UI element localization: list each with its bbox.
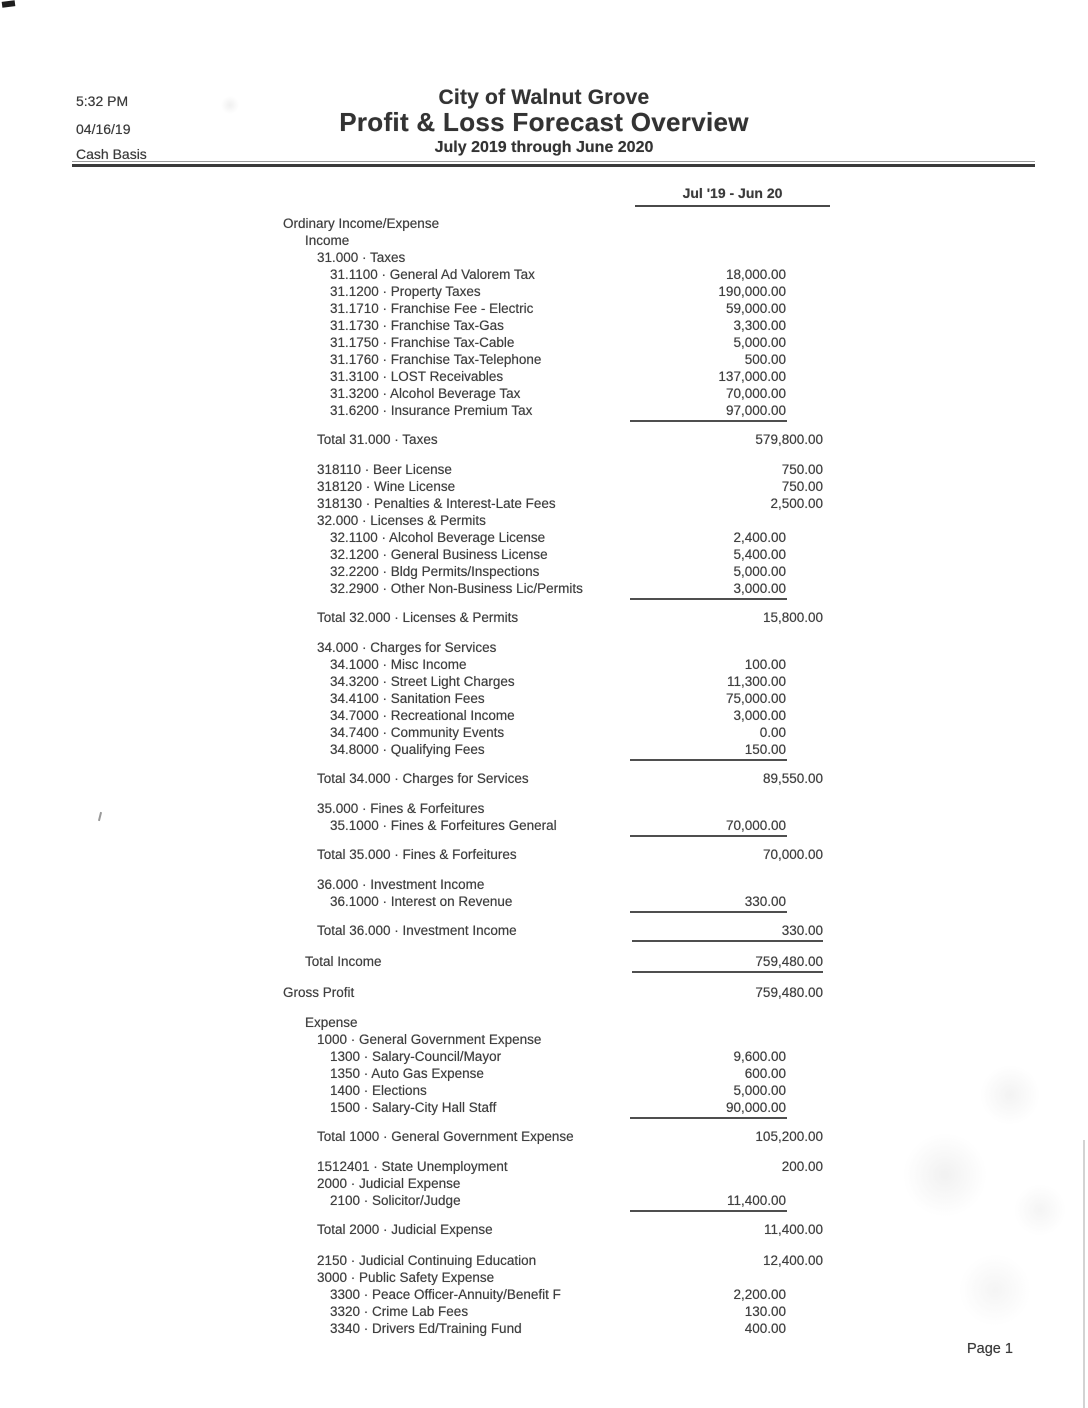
- account-item-row: [0, 402, 1088, 419]
- account-total-row: [0, 478, 1088, 495]
- amount-value: 9,600.00: [733, 1049, 786, 1064]
- header-divider-rule: [72, 161, 1035, 162]
- account-label: 31.6200 · Insurance Premium Tax: [330, 403, 533, 418]
- amount-value: 400.00: [744, 1321, 786, 1336]
- column-underline-rule: [632, 971, 823, 973]
- amount-value: 90,000.00: [725, 1100, 786, 1115]
- account-label: 1350 · Auto Gas Expense: [330, 1066, 484, 1081]
- account-label: 31.000 · Taxes: [317, 250, 406, 265]
- amount-value: 750.00: [781, 462, 823, 477]
- account-item-row: [0, 529, 1088, 546]
- amount-value: 100.00: [744, 657, 786, 672]
- account-total-row: [0, 1128, 1088, 1145]
- account-total-row: [0, 609, 1088, 626]
- amount-value: 70,000.00: [725, 386, 786, 401]
- account-group-row: [0, 1031, 1088, 1048]
- account-label: Ordinary Income/Expense: [283, 216, 440, 231]
- account-label: 318120 · Wine License: [317, 479, 456, 494]
- account-label: 34.3200 · Street Light Charges: [330, 674, 515, 689]
- account-item-row: [0, 580, 1088, 597]
- account-label: 34.7000 · Recreational Income: [330, 708, 515, 723]
- account-item-row: [0, 1082, 1088, 1099]
- account-label: 32.000 · Licenses & Permits: [317, 513, 486, 528]
- scan-corner-artifact: [2, 0, 16, 8]
- account-total-row: [0, 1221, 1088, 1238]
- report-title: Profit & Loss Forecast Overview: [339, 107, 749, 137]
- account-label: Total 2000 · Judicial Expense: [317, 1222, 493, 1237]
- account-item-row: [0, 707, 1088, 724]
- amount-value: 18,000.00: [725, 267, 786, 282]
- account-label: 36.000 · Investment Income: [317, 877, 485, 892]
- account-item-row: [0, 1286, 1088, 1303]
- account-group-row: [0, 249, 1088, 266]
- account-label: 31.1760 · Franchise Tax-Telephone: [330, 352, 542, 367]
- account-label: 2000 · Judicial Expense: [317, 1176, 461, 1191]
- amount-value: 5,000.00: [733, 564, 786, 579]
- amount-value: 137,000.00: [718, 369, 786, 384]
- account-item-row: [0, 1303, 1088, 1320]
- account-label: 31.1710 · Franchise Fee - Electric: [330, 301, 534, 316]
- amount-value: 600.00: [744, 1066, 786, 1081]
- amount-value: 12,400.00: [762, 1253, 823, 1268]
- amount-value: 500.00: [744, 352, 786, 367]
- amount-value: 3,000.00: [733, 708, 786, 723]
- account-label: 3340 · Drivers Ed/Training Fund: [330, 1321, 522, 1336]
- account-item-row: [0, 563, 1088, 580]
- account-item-row: [0, 1099, 1088, 1116]
- account-total-row: [0, 984, 1088, 1001]
- account-label: Total Income: [305, 954, 382, 969]
- account-group-row: [0, 215, 1088, 232]
- account-label: 32.1100 · Alcohol Beverage License: [330, 530, 546, 545]
- company-name: City of Walnut Grove: [438, 86, 650, 109]
- account-total-row: [0, 1158, 1088, 1175]
- account-label: Total 35.000 · Fines & Forfeitures: [317, 847, 517, 862]
- amount-value: 130.00: [744, 1304, 786, 1319]
- account-group-row: [0, 800, 1088, 817]
- account-label: 2100 · Solicitor/Judge: [330, 1193, 461, 1208]
- amount-value: 2,400.00: [733, 530, 786, 545]
- account-total-row: [0, 770, 1088, 787]
- accounting-basis-label: Cash Basis: [76, 146, 147, 162]
- account-label: 3300 · Peace Officer-Annuity/Benefit F: [330, 1287, 561, 1302]
- amount-value: 190,000.00: [718, 284, 786, 299]
- amount-value: 89,550.00: [762, 771, 823, 786]
- account-label: 1512401 · State Unemployment: [317, 1159, 508, 1174]
- account-label: 32.2900 · Other Non-Business Lic/Permits: [330, 581, 583, 596]
- account-item-row: [0, 1320, 1088, 1337]
- account-item-row: [0, 283, 1088, 300]
- amount-value: 759,480.00: [755, 954, 823, 969]
- account-label: 318130 · Penalties & Interest-Late Fees: [317, 496, 556, 511]
- column-underline-rule: [630, 420, 787, 422]
- account-item-row: [0, 724, 1088, 741]
- account-total-row: [0, 846, 1088, 863]
- amount-value: 3,300.00: [733, 318, 786, 333]
- account-item-row: [0, 817, 1088, 834]
- page-number: Page 1: [967, 1341, 1013, 1357]
- account-label: 32.1200 · General Business License: [330, 547, 548, 562]
- account-label: 318110 · Beer License: [317, 462, 452, 477]
- account-item-row: [0, 741, 1088, 758]
- amount-value: 5,000.00: [733, 335, 786, 350]
- account-label: 31.1730 · Franchise Tax-Gas: [330, 318, 504, 333]
- account-label: Gross Profit: [283, 985, 355, 1000]
- account-total-row: [0, 922, 1088, 939]
- account-item-row: [0, 673, 1088, 690]
- account-group-row: [0, 1175, 1088, 1192]
- account-item-row: [0, 1048, 1088, 1065]
- account-item-row: [0, 893, 1088, 910]
- amount-value: 579,800.00: [755, 432, 823, 447]
- amount-value: 70,000.00: [762, 847, 823, 862]
- amount-value: 97,000.00: [725, 403, 786, 418]
- amount-value: 330.00: [781, 923, 823, 938]
- account-total-row: [0, 431, 1088, 448]
- account-group-row: [0, 639, 1088, 656]
- amount-value: 2,200.00: [733, 1287, 786, 1302]
- amount-value: 200.00: [781, 1159, 823, 1174]
- account-item-row: [0, 266, 1088, 283]
- account-label: 31.1200 · Property Taxes: [330, 284, 481, 299]
- amount-value: 11,300.00: [726, 674, 786, 689]
- account-label: 34.4100 · Sanitation Fees: [330, 691, 485, 706]
- account-label: Total 36.000 · Investment Income: [317, 923, 517, 938]
- account-label: Total 1000 · General Government Expense: [317, 1129, 574, 1144]
- column-underline-rule: [630, 1210, 787, 1212]
- account-total-row: [0, 461, 1088, 478]
- report-period: July 2019 through June 2020: [434, 139, 654, 156]
- account-label: 3320 · Crime Lab Fees: [330, 1304, 469, 1319]
- column-underline-rule: [630, 759, 787, 761]
- account-label: 1400 · Elections: [330, 1083, 427, 1098]
- amount-value: 2,500.00: [770, 496, 823, 511]
- account-label: Total 31.000 · Taxes: [317, 432, 438, 447]
- amount-value: 5,400.00: [733, 547, 786, 562]
- account-item-row: [0, 317, 1088, 334]
- report-rows: [0, 215, 1088, 1337]
- account-label: Total 34.000 · Charges for Services: [317, 771, 529, 786]
- column-underline-rule: [630, 835, 787, 837]
- amount-value: 11,400.00: [726, 1193, 786, 1208]
- account-label: 1500 · Salary-City Hall Staff: [330, 1100, 497, 1115]
- column-underline-rule: [630, 1117, 787, 1119]
- account-label: 34.1000 · Misc Income: [330, 657, 467, 672]
- account-label: Income: [305, 233, 350, 248]
- account-group-row: [0, 512, 1088, 529]
- amount-value: 15,800.00: [762, 610, 823, 625]
- account-label: 31.1100 · General Ad Valorem Tax: [330, 267, 535, 282]
- account-label: 1300 · Salary-Council/Mayor: [330, 1049, 502, 1064]
- account-label: 35.000 · Fines & Forfeitures: [317, 801, 485, 816]
- column-underline-rule: [632, 940, 823, 942]
- account-label: 36.1000 · Interest on Revenue: [330, 894, 513, 909]
- account-label: 35.1000 · Fines & Forfeitures General: [330, 818, 557, 833]
- account-label: 31.3100 · LOST Receivables: [330, 369, 504, 384]
- period-column-header: Jul '19 - Jun 20: [635, 185, 830, 207]
- account-item-row: [0, 351, 1088, 368]
- account-label: 34.000 · Charges for Services: [317, 640, 497, 655]
- column-underline-rule: [630, 598, 787, 600]
- amount-value: 105,200.00: [755, 1129, 823, 1144]
- amount-value: 750.00: [781, 479, 823, 494]
- print-date: 04/16/19: [76, 121, 131, 137]
- account-label: 32.2200 · Bldg Permits/Inspections: [330, 564, 540, 579]
- amount-value: 150.00: [744, 742, 786, 757]
- account-label: 1000 · General Government Expense: [317, 1032, 542, 1047]
- account-item-row: [0, 385, 1088, 402]
- account-item-row: [0, 656, 1088, 673]
- account-label: 31.1750 · Franchise Tax-Cable: [330, 335, 515, 350]
- account-item-row: [0, 300, 1088, 317]
- amount-value: 0.00: [759, 725, 786, 740]
- account-group-row: [0, 1269, 1088, 1286]
- amount-value: 70,000.00: [725, 818, 786, 833]
- account-label: 34.8000 · Qualifying Fees: [330, 742, 485, 757]
- account-label: 2150 · Judicial Continuing Education: [317, 1253, 537, 1268]
- account-total-row: [0, 953, 1088, 970]
- amount-value: 5,000.00: [733, 1083, 786, 1098]
- account-label: 34.7400 · Community Events: [330, 725, 505, 740]
- account-total-row: [0, 1252, 1088, 1269]
- print-time: 5:32 PM: [76, 93, 129, 109]
- account-total-row: [0, 495, 1088, 512]
- account-group-row: [0, 876, 1088, 893]
- account-group-row: [0, 232, 1088, 249]
- account-item-row: [0, 546, 1088, 563]
- account-item-row: [0, 690, 1088, 707]
- account-item-row: [0, 334, 1088, 351]
- account-item-row: [0, 1192, 1088, 1209]
- amount-value: 759,480.00: [755, 985, 823, 1000]
- amount-value: 59,000.00: [725, 301, 786, 316]
- account-label: 3000 · Public Safety Expense: [317, 1270, 495, 1285]
- account-label: Total 32.000 · Licenses & Permits: [317, 610, 519, 625]
- account-label: 31.3200 · Alcohol Beverage Tax: [330, 386, 521, 401]
- column-underline-rule: [630, 911, 787, 913]
- account-item-row: [0, 368, 1088, 385]
- amount-value: 3,000.00: [733, 581, 786, 596]
- account-group-row: [0, 1014, 1088, 1031]
- amount-value: 75,000.00: [725, 691, 786, 706]
- account-item-row: [0, 1065, 1088, 1082]
- amount-value: 330.00: [744, 894, 786, 909]
- amount-value: 11,400.00: [763, 1222, 823, 1237]
- account-label: Expense: [305, 1015, 358, 1030]
